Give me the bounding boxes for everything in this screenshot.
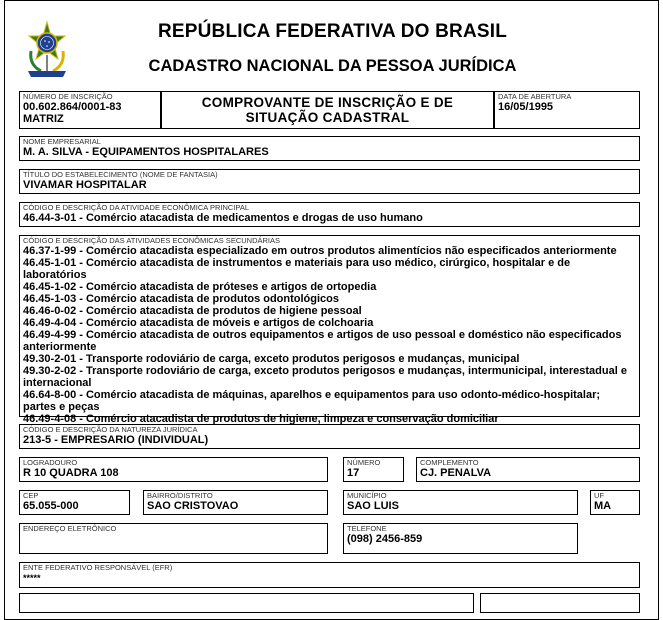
natureza-juridica-value: 213-5 - EMPRESARIO (INDIVIDUAL)	[23, 434, 209, 446]
bairro-label: BAIRRO/DISTRITO	[147, 491, 213, 500]
telefone-box	[343, 523, 578, 554]
page-title: REPÚBLICA FEDERATIVA DO BRASIL	[157, 21, 508, 42]
list-item: 46.45-1-02 - Comércio atacadista de próteses e artigos de ortopedia	[23, 281, 377, 293]
efr-box	[19, 562, 640, 588]
telefone-label: TELEFONE	[347, 524, 387, 533]
cep-label: CEP	[23, 491, 39, 500]
list-item: 46.64-8-00 - Comércio atacadista de máquinas, aparelhos e equipamentos para uso odonto-médico-hospitalar; partes e peças	[23, 389, 601, 413]
comprovante-box	[161, 91, 494, 129]
atividade-principal-label: CÓDIGO E DESCRIÇÃO DA ATIVIDADE ECONÔMICA PRINCIPAL	[23, 203, 250, 212]
fantasia-value: VIVAMAR HOSPITALAR	[23, 179, 147, 191]
atividades-secundarias-label: CÓDIGO E DESCRIÇÃO DAS ATIVIDADES ECONÔMICAS SECUNDÁRIAS	[23, 236, 280, 245]
efr-label: ENTE FEDERATIVO RESPONSÁVEL (EFR)	[23, 563, 173, 572]
fantasia-box	[19, 169, 640, 194]
uf-value: MA	[594, 500, 612, 512]
municipio-value: SAO LUIS	[347, 500, 399, 512]
uf-box	[590, 490, 640, 515]
natureza-juridica-label: CÓDIGO E DESCRIÇÃO DA NATUREZA JURÍDICA	[23, 425, 198, 434]
list-item: 49.30-2-01 - Transporte rodoviário de carga, exceto produtos perigosos e mudanças, municipal	[23, 353, 520, 365]
atividade-principal-box	[19, 202, 640, 227]
cnpj-document	[4, 0, 659, 620]
numero-value: 17	[347, 467, 360, 479]
page-subtitle: CADASTRO NACIONAL DA PESSOA JURÍDICA	[148, 57, 517, 75]
complemento-box	[416, 457, 640, 482]
situacao-data-box	[480, 593, 640, 613]
inscricao-label: NÚMERO DE INSCRIÇÃO	[23, 92, 113, 101]
fantasia-label: TÍTULO DO ESTABELECIMENTO (NOME DE FANTASIA)	[23, 170, 218, 179]
list-item: 46.45-1-03 - Comércio atacadista de produtos odontológicos	[23, 293, 340, 305]
municipio-box	[343, 490, 578, 515]
abertura-value: 16/05/1995	[498, 101, 554, 113]
bairro-box	[143, 490, 328, 515]
logradouro-value: R 10 QUADRA 108	[23, 467, 119, 479]
municipio-label: MUNICÍPIO	[347, 491, 387, 500]
situacao-box	[19, 593, 474, 613]
abertura-label: DATA DE ABERTURA	[498, 92, 572, 101]
inscricao-box	[19, 91, 161, 129]
complemento-label: COMPLEMENTO	[420, 458, 479, 467]
telefone-value: (098) 2456-859	[347, 533, 423, 545]
efr-value: *****	[23, 573, 41, 583]
list-item: 46.37-1-99 - Comércio atacadista especializado em outros produtos alimentícios não especificados anteriormente	[23, 245, 617, 257]
list-item: 46.45-1-01 - Comércio atacadista de instrumentos e materiais para uso médico, cirúrgico, hospitalar e de laboratórios	[23, 257, 571, 281]
list-item: 46.49-4-08 - Comércio atacadista de produtos de higiene, limpeza e conservação domiciliar	[23, 413, 499, 425]
comprovante-line2: SITUAÇÃO CADASTRAL	[245, 110, 410, 125]
logradouro-box	[19, 457, 328, 482]
numero-label: NÚMERO	[347, 458, 381, 467]
natureza-juridica-box	[19, 424, 640, 449]
list-item: 49.30-2-02 - Transporte rodoviário de carga, exceto produtos perigosos e mudanças, intermunicipal, interestadual e internacional	[23, 365, 627, 389]
numero-box	[343, 457, 404, 482]
cep-box	[19, 490, 130, 515]
inscricao-type: MATRIZ	[23, 113, 64, 125]
nome-empresarial-box	[19, 136, 640, 161]
complemento-value: CJ. PENALVA	[420, 467, 492, 479]
atividades-secundarias-box	[19, 235, 640, 425]
list-item: 46.49-4-04 - Comércio atacadista de móveis e artigos de colchoaria	[23, 317, 374, 329]
atividade-principal-value: 46.44-3-01 - Comércio atacadista de medicamentos e drogas de uso humano	[23, 212, 423, 224]
email-box	[19, 523, 328, 554]
uf-label: UF	[594, 491, 604, 500]
comprovante-line1: COMPROVANTE DE INSCRIÇÃO E DE	[201, 95, 454, 110]
cep-value: 65.055-000	[23, 500, 79, 512]
inscricao-number: 00.602.864/0001-83	[23, 101, 122, 113]
list-item: 46.46-0-02 - Comércio atacadista de produtos de higiene pessoal	[23, 305, 362, 317]
nome-empresarial-value: M. A. SILVA - EQUIPAMENTOS HOSPITALARES	[23, 146, 269, 158]
bairro-value: SAO CRISTOVAO	[147, 500, 239, 512]
nome-empresarial-label: NOME EMPRESARIAL	[23, 137, 101, 146]
email-label: ENDEREÇO ELETRÔNICO	[23, 524, 117, 533]
logradouro-label: LOGRADOURO	[23, 458, 78, 467]
abertura-box	[494, 91, 640, 129]
list-item: 46.49-4-99 - Comércio atacadista de outros equipamentos e artigos de uso pessoal e doméstico não especificados anteriormente	[23, 329, 622, 353]
